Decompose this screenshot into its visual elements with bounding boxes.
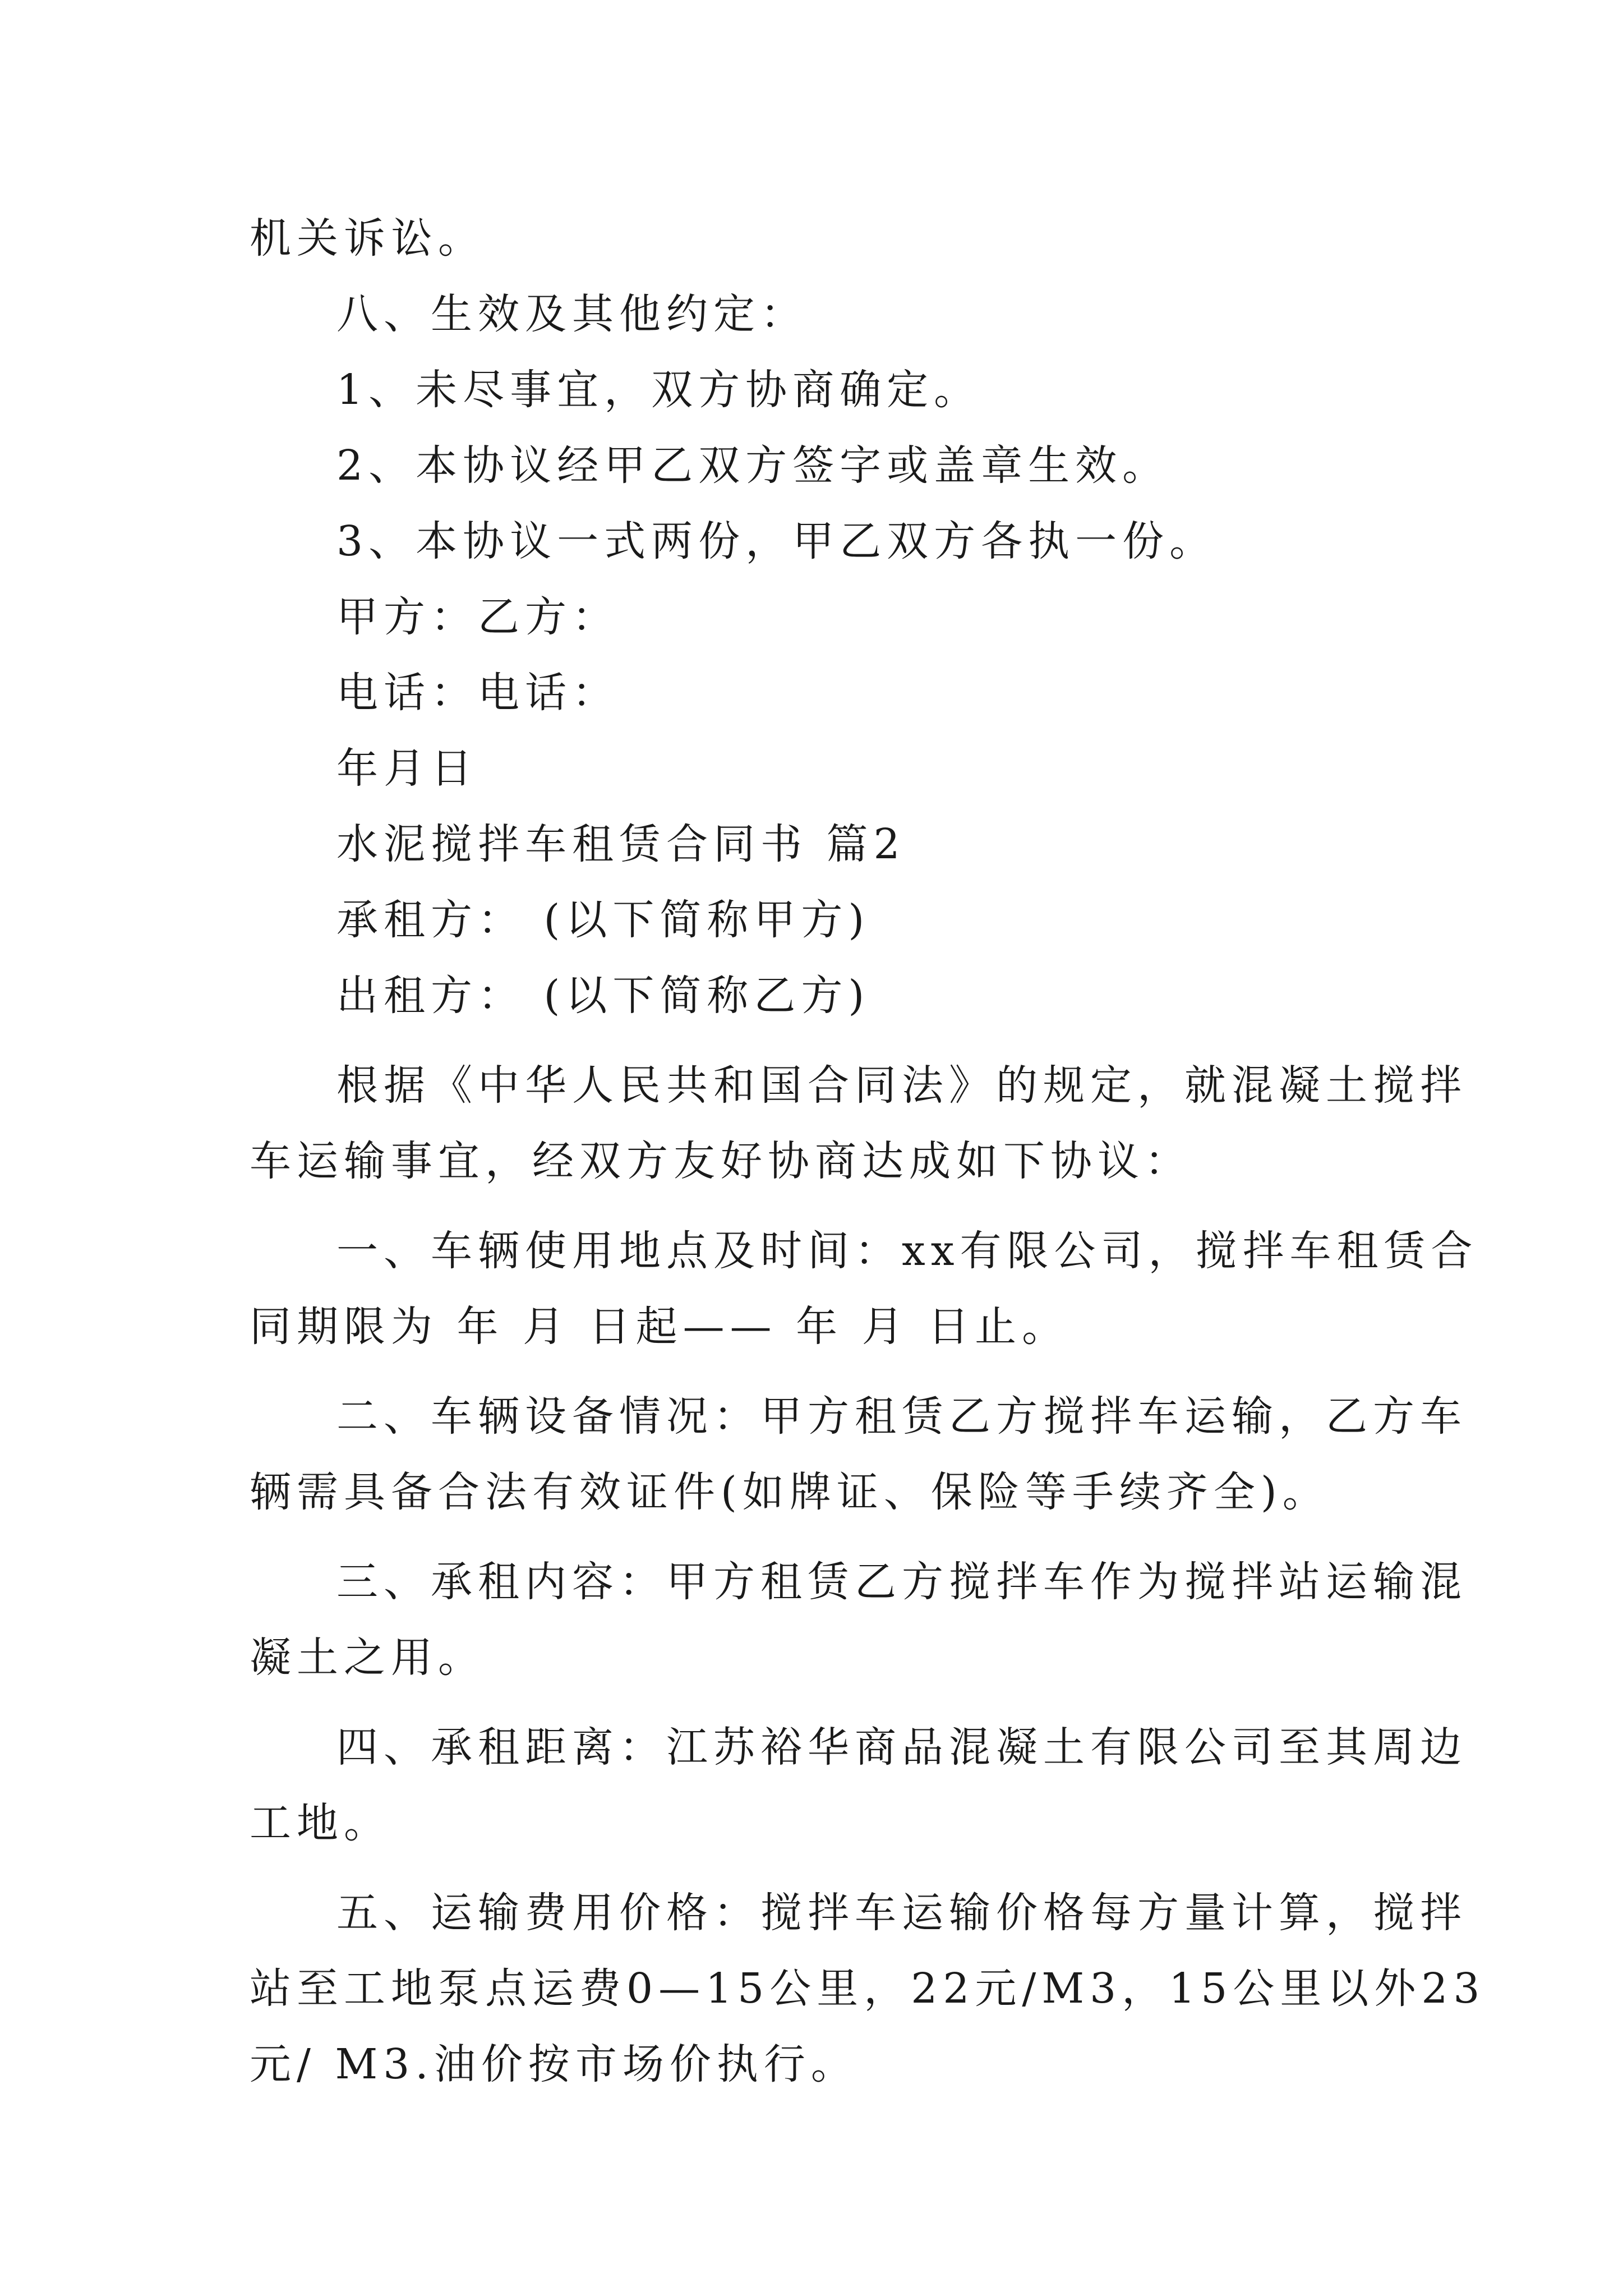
date-line: 年月日: [336, 744, 478, 793]
paragraph-line: 根据《中华人民共和国合同法》的规定，就混凝土搅拌: [336, 1061, 1467, 1110]
paragraph-line: 工地。: [250, 1799, 391, 1847]
text-line: 2、本协议经甲乙双方签字或盖章生效。: [336, 441, 1170, 490]
document-title: 水泥搅拌车租赁合同书 篇2: [336, 820, 906, 868]
paragraph-line: 三、承租内容：甲方租赁乙方搅拌车作为搅拌站运输混: [336, 1558, 1467, 1606]
paragraph-line: 四、承租距离：江苏裕华商品混凝土有限公司至其周边: [336, 1723, 1467, 1772]
paragraph-line: 站至工地泵点运费0—15公里，22元/M3，15公里以外23: [250, 1964, 1486, 2013]
lessor-line: 出租方： (以下简称乙方): [336, 972, 870, 1020]
lessee-line: 承租方： (以下简称甲方): [336, 896, 870, 944]
phone-line: 电话：电话：: [336, 669, 619, 717]
paragraph-line: 元/ M3.油价按市场价执行。: [250, 2040, 858, 2088]
paragraph-line: 二、车辆设备情况：甲方租赁乙方搅拌车运输，乙方车: [336, 1392, 1467, 1441]
text-line: 3、本协议一式两份，甲乙双方各执一份。: [336, 517, 1217, 565]
text-line: 1、未尽事宜，双方协商确定。: [336, 366, 981, 414]
paragraph-line: 辆需具备合法有效证件(如牌证、保险等手续齐全)。: [250, 1468, 1330, 1516]
paragraph-line: 凝土之用。: [250, 1634, 485, 1682]
paragraph-line: 同期限为 年 月 日起—— 年 月 日止。: [250, 1303, 1069, 1351]
signature-line: 甲方：乙方：: [336, 593, 619, 641]
paragraph-line: 五、运输费用价格：搅拌车运输价格每方量计算，搅拌: [336, 1889, 1467, 1937]
section-heading: 八、生效及其他约定：: [336, 290, 808, 338]
paragraph-line: 车运输事宜，经双方友好协商达成如下协议：: [250, 1137, 1192, 1185]
paragraph-line: 一、车辆使用地点及时间：xx有限公司，搅拌车租赁合: [336, 1227, 1478, 1275]
text-line: 机关诉讼。: [250, 214, 485, 263]
